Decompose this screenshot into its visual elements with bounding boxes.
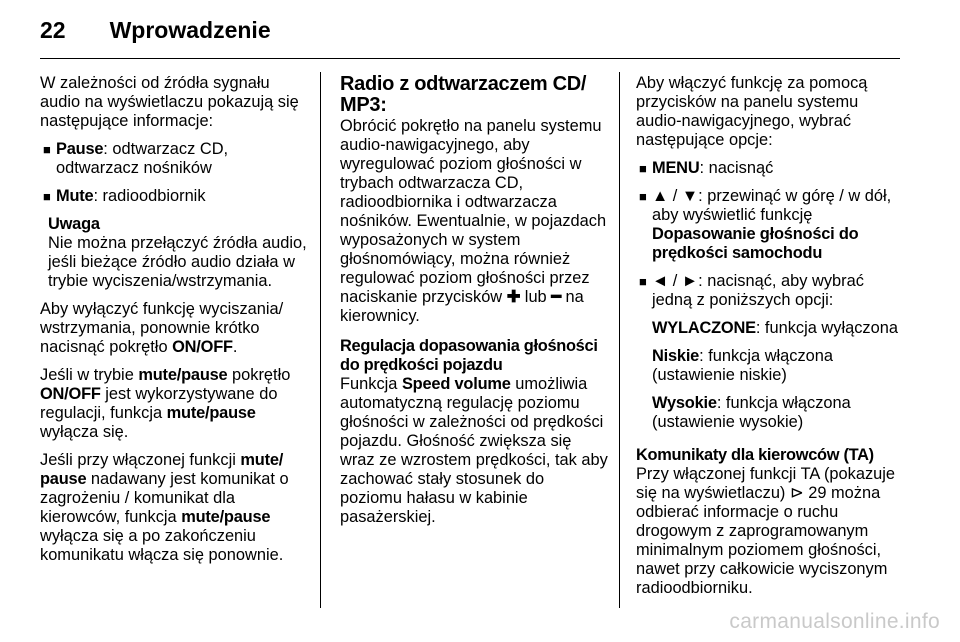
term: Wysokie [652, 394, 717, 412]
subsection-title: Regulacja dopasowania głośności do prędkości pojazdu [340, 337, 598, 374]
option-item [636, 347, 908, 385]
bullet-icon: ■ [639, 189, 647, 204]
note-title: Uwaga [48, 215, 100, 233]
text-run: mute/pause [166, 404, 256, 422]
term: Niskie [652, 347, 700, 365]
text-run: Funkcja [340, 375, 402, 393]
paragraph: W zależności od źródła sygnału audio na wyświetlaczu pokazują się następujące informacje: [40, 74, 299, 130]
bullet-icon: ■ [43, 189, 51, 204]
term: WYLACZONE [652, 319, 756, 337]
plus-icon: ✚ [506, 288, 521, 306]
text-run: nadawany jest komunikat o zagrożeniu / komunikat dla kierowców, funkcja [40, 470, 289, 526]
text-run: 29 można odbierać informacje o ruchu drogowym z zaprogramowanym minimalnym poziomem głośności, nawet przy całkowicie wyciszonym radioodbiorniku. [636, 484, 888, 597]
page-number: 22 [40, 17, 66, 43]
item-text: : nacisnąć [699, 159, 774, 177]
text-run: lub [520, 288, 552, 306]
term: MENU [652, 159, 700, 177]
text-run: na kierownicy. [340, 288, 584, 325]
page-header [40, 17, 271, 49]
subsection-title: Komunikaty dla kierowców (TA) [636, 446, 874, 464]
paragraph: Aby włączyć funkcję za pomocą przycisków na panelu systemu audio-nawigacyjnego, wybrać następujące opcje: [636, 74, 868, 149]
text-run: umożliwia automatyczną regulację poziomu głośności w zależności od prędkości pojazdu. Głośność zwiększa się wraz ze wzrostem prędkości, tak aby zachować stały stosunek do poziomu hałasu w kabinie pasażerskiej. [340, 375, 608, 526]
column-3 [636, 74, 908, 607]
note-text: Nie można przełączyć źródła audio, jeśli bieżące źródło audio działa w trybie wyciszenia/wstrzymania. [48, 234, 307, 290]
text-run: . [232, 338, 238, 356]
paragraph [40, 451, 312, 565]
chapter-title: Wprowadzenie [109, 17, 271, 43]
minus-icon: ━ [551, 288, 561, 306]
paragraph [340, 375, 608, 527]
term: Dopasowanie głośności do prędkości samochodu [652, 225, 859, 262]
text-run: wyłącza się a po zakończeniu komunikatu włącza się ponownie. [40, 527, 284, 564]
column-divider [320, 72, 321, 608]
text-run: mute/pause [181, 508, 271, 526]
item-text: : radioodbiornik [93, 187, 206, 205]
section-title: Radio z odtwarzaczem CD/ MP3: [340, 73, 587, 116]
list-item [636, 187, 908, 263]
text-run: mute/ pause [40, 451, 284, 488]
note-box [40, 215, 312, 291]
text-run: pokrętło [227, 366, 291, 384]
item-text: : odtwarzacz CD, odtwarzacz nośników [56, 140, 229, 177]
text-run: ON/OFF [172, 338, 233, 356]
text-run: Aby wyłączyć funkcję wyciszania/ wstrzymania, ponownie krótko nacisnąć pokrętło [40, 300, 284, 356]
list-item [40, 187, 312, 206]
column-divider [619, 72, 620, 608]
text-run: jest wykorzystywane do regulacji, funkcja [40, 385, 278, 422]
text-run: Jeśli w trybie [40, 366, 139, 384]
bullet-icon: ■ [639, 274, 647, 289]
paragraph [340, 117, 608, 326]
text-run: Speed volume [401, 375, 511, 393]
watermark: carmanualsonline.info [729, 610, 940, 633]
text-run: wyłącza się. [40, 423, 129, 441]
column-2 [340, 74, 608, 536]
bullet-icon: ■ [43, 142, 51, 157]
text-run: Obrócić pokrętło na panelu systemu audio-nawigacyjnego, aby wyregulować poziom głośności w trybach odtwarzacza CD, radioodbiornika i odtwarzacza nośników. Ewentualnie, w pojazdach wyposażonych w system głośnomówiący, można również regulować poziom głośności przez naciskanie przycisków [340, 117, 607, 306]
text-run: mute/pause [138, 366, 228, 384]
term: Mute [56, 187, 94, 205]
option-item [636, 319, 908, 338]
list-item [40, 140, 312, 178]
option-item [636, 394, 908, 432]
item-text: : funkcja włączona (ustawienie niskie) [652, 347, 834, 384]
item-text: : funkcja wyłączona [755, 319, 898, 337]
paragraph [40, 300, 312, 357]
text-run: ON/OFF [40, 385, 101, 403]
list-item [636, 159, 908, 178]
paragraph [636, 465, 908, 598]
item-text: ▲ / ▼: przewinąć w górę / w dół, aby wyświetlić funkcję [652, 187, 892, 224]
bullet-icon: ■ [639, 161, 647, 176]
item-text: ◄ / ►: nacisnąć, aby wybrać jedną z poniższych opcji: [652, 272, 864, 309]
header-rule [40, 58, 900, 59]
item-text: : funkcja włączona (ustawienie wysokie) [652, 394, 851, 431]
text-run: Przy włączonej funkcji TA (pokazuje się na wyświetlaczu) [636, 465, 896, 502]
column-1 [40, 74, 312, 574]
term: Pause [56, 140, 104, 158]
text-run: Jeśli przy włączonej funkcji [40, 451, 241, 469]
list-item [636, 272, 908, 310]
cross-reference-icon: ⊳ [789, 484, 804, 502]
paragraph [40, 366, 312, 442]
